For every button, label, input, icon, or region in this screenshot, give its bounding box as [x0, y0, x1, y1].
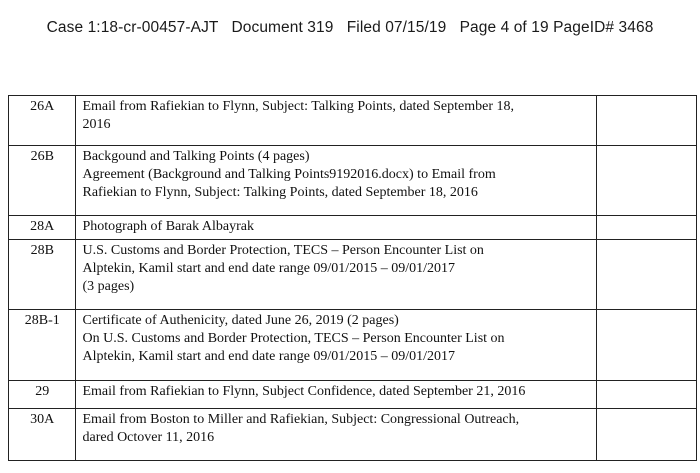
description-line: Rafiekian to Flynn, Subject: Talking Points, dated September 18, 2016	[82, 185, 478, 200]
description-line: Alptekin, Kamil start and end date range 09/01/2015 – 09/01/2017	[82, 261, 455, 276]
exhibit-description	[76, 96, 596, 146]
empty-cell	[596, 96, 696, 146]
description-line: Certificate of Authenicity, dated June 26, 2019 (2 pages)	[82, 313, 399, 328]
table-row	[9, 381, 697, 409]
description-line: U.S. Customs and Border Protection, TECS – Person Encounter List on	[82, 243, 484, 258]
description-line: 2016	[82, 117, 111, 132]
filed-date: Filed 07/15/19	[346, 19, 447, 36]
description-line: Agreement (Background and Talking Points9192016.docx) to Email from	[82, 167, 496, 182]
exhibit-description	[76, 216, 596, 240]
page-header	[0, 19, 700, 37]
exhibit-number: 29	[9, 381, 76, 409]
description-line: On U.S. Customs and Border Protection, TECS – Person Encounter List on	[82, 331, 505, 346]
exhibit-number: 28B	[9, 240, 76, 310]
exhibit-number: 26B	[9, 146, 76, 216]
empty-cell	[596, 216, 696, 240]
exhibit-table	[8, 95, 697, 461]
table-row	[9, 409, 697, 461]
exhibit-description	[76, 240, 596, 310]
table-row	[9, 216, 697, 240]
exhibit-description	[76, 409, 596, 461]
empty-cell	[596, 381, 696, 409]
description-line: Photograph of Barak Albayrak	[82, 219, 254, 234]
exhibit-number: 28B-1	[9, 310, 76, 381]
description-line: dared Octover 11, 2016	[82, 430, 215, 445]
description-line: Email from Rafiekian to Flynn, Subject: Talking Points, dated September 18,	[82, 99, 515, 114]
description-line: (3 pages)	[82, 279, 135, 294]
empty-cell	[596, 240, 696, 310]
page-count: Page 4 of 19	[459, 19, 549, 36]
empty-cell	[596, 146, 696, 216]
empty-cell	[596, 409, 696, 461]
exhibit-description	[76, 381, 596, 409]
exhibit-number: 28A	[9, 216, 76, 240]
exhibit-number: 30A	[9, 409, 76, 461]
exhibit-description	[76, 310, 596, 381]
table-row	[9, 96, 697, 146]
document-number: Document 319	[231, 19, 334, 36]
description-line: Email from Boston to Miller and Rafiekian, Subject: Congressional Outreach,	[82, 412, 520, 427]
exhibit-number: 26A	[9, 96, 76, 146]
table-row	[9, 240, 697, 310]
empty-cell	[596, 310, 696, 381]
table-row	[9, 146, 697, 216]
table-row	[9, 310, 697, 381]
description-line: Backgound and Talking Points (4 pages)	[82, 149, 310, 164]
case-number: Case 1:18-cr-00457-AJT	[46, 19, 219, 36]
description-line: Alptekin, Kamil start and end date range 09/01/2015 – 09/01/2017	[82, 349, 455, 364]
page-id: PageID# 3468	[553, 19, 654, 36]
description-line: Email from Rafiekian to Flynn, Subject Confidence, dated September 21, 2016	[82, 384, 526, 399]
exhibit-description	[76, 146, 596, 216]
